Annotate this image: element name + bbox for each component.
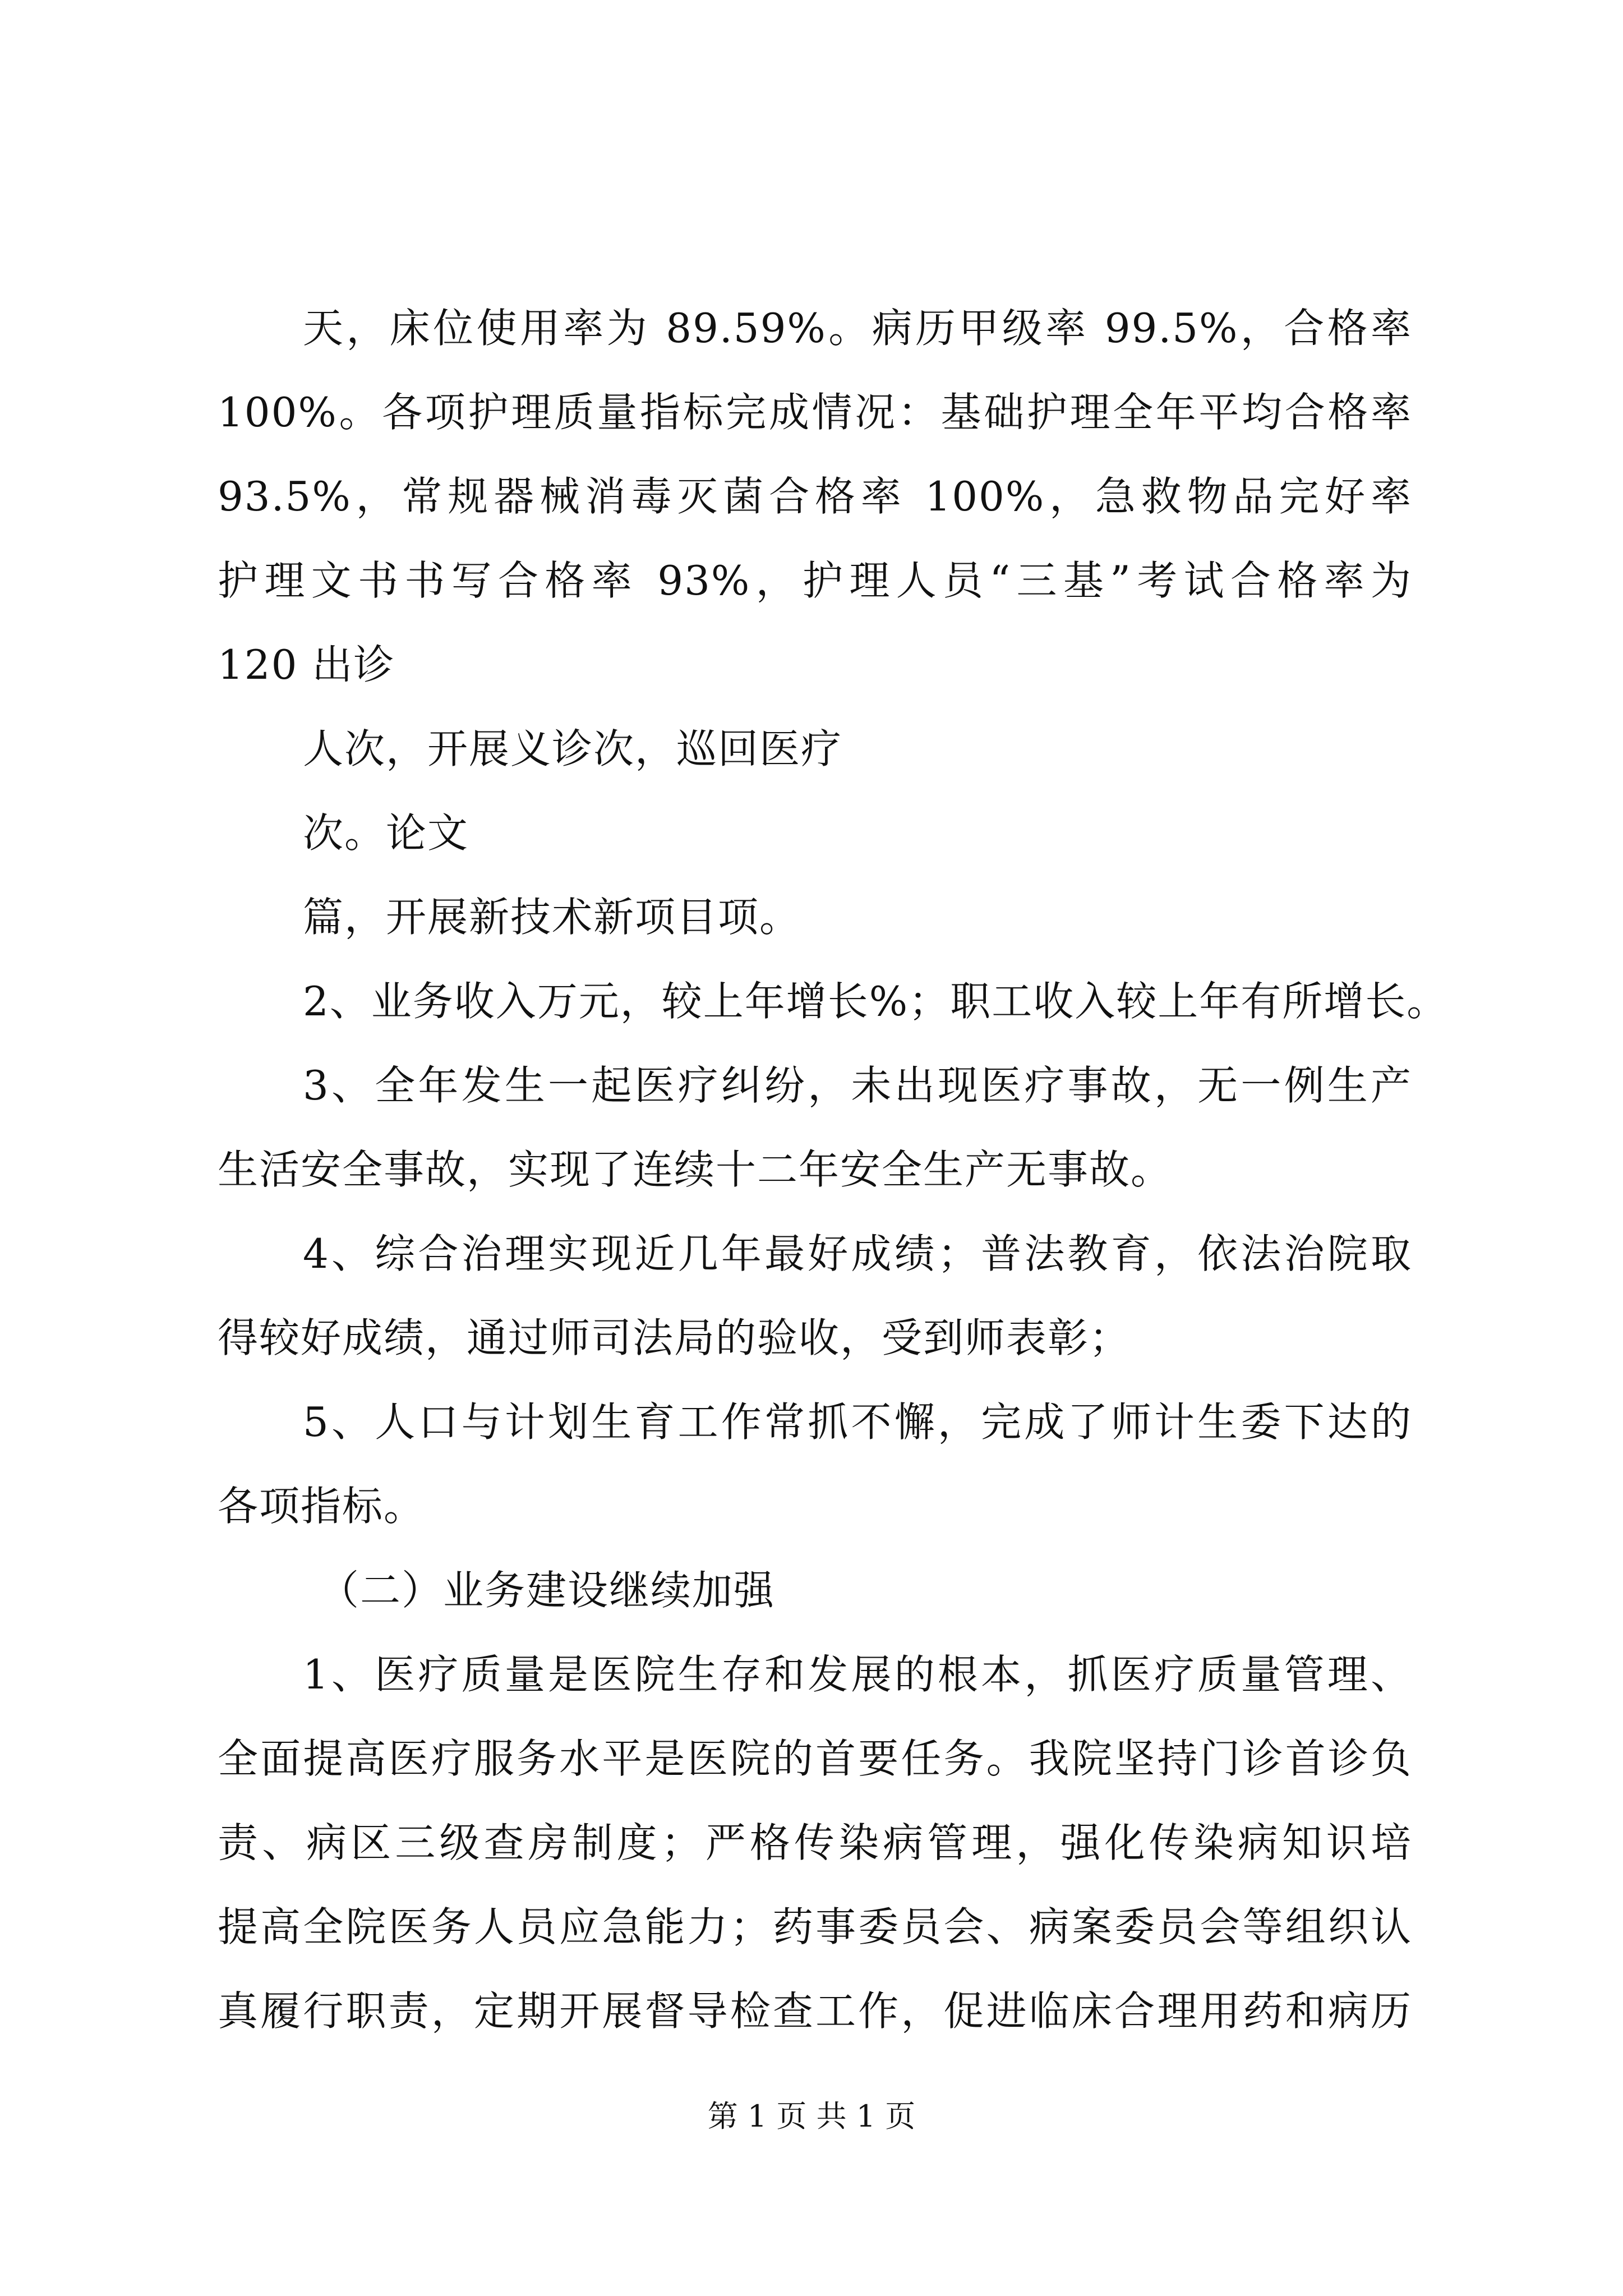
text-line-7: 次。论文 [303, 809, 469, 857]
text-line-3: 93.5%，常规器械消毒灭菌合格率 100%，急救物品完好率 [218, 473, 1412, 520]
text-line-5: 120 出诊 [218, 641, 395, 688]
text-line-2: 100%。各项护理质量指标完成情况：基础护理全年平均合格率 [218, 389, 1412, 436]
text-line-8: 篇，开展新技术新项目项。 [303, 894, 801, 941]
page-footer: 第 1 页 共 1 页 [707, 2099, 916, 2134]
text-line-21: 真履行职责，定期开展督导检查工作，促进临床合理用药和病历 [218, 1987, 1412, 2035]
section-heading: （二）业务建设继续加强 [319, 1567, 776, 1614]
text-line-12: 4、综合治理实现近几年最好成绩；普法教育，依法治院取 [303, 1230, 1412, 1277]
document-body [218, 286, 1449, 2053]
text-line-6: 人次，开展义诊次，巡回医疗 [303, 725, 843, 772]
text-line-9: 2、业务收入万元，较上年增长%；职工收入较上年有所增长。 [303, 978, 1449, 1025]
text-line-1: 天，床位使用率为 89.59%。病历甲级率 99.5%，合格率 [303, 305, 1412, 352]
text-line-15: 各项指标。 [218, 1483, 426, 1530]
text-line-20: 提高全院医务人员应急能力；药事委员会、病案委员会等组织认 [218, 1903, 1412, 1950]
text-line-17: 1、医疗质量是医院生存和发展的根本，抓医疗质量管理、 [303, 1651, 1412, 1698]
text-line-4: 护理文书书写合格率 93%，护理人员“三基”考试合格率为 [218, 557, 1412, 604]
text-line-14: 5、人口与计划生育工作常抓不懈，完成了师计生委下达的 [303, 1398, 1412, 1446]
text-line-11: 生活安全事故，实现了连续十二年安全生产无事故。 [218, 1146, 1173, 1193]
text-line-13: 得较好成绩，通过师司法局的验收，受到师表彰； [218, 1314, 1131, 1361]
text-line-18: 全面提高医疗服务水平是医院的首要任务。我院坚持门诊首诊负 [218, 1735, 1412, 1782]
text-line-10: 3、全年发生一起医疗纠纷，未出现医疗事故，无一例生产 [303, 1062, 1412, 1109]
text-line-19: 责、病区三级查房制度；严格传染病管理，强化传染病知识培 [218, 1819, 1412, 1866]
